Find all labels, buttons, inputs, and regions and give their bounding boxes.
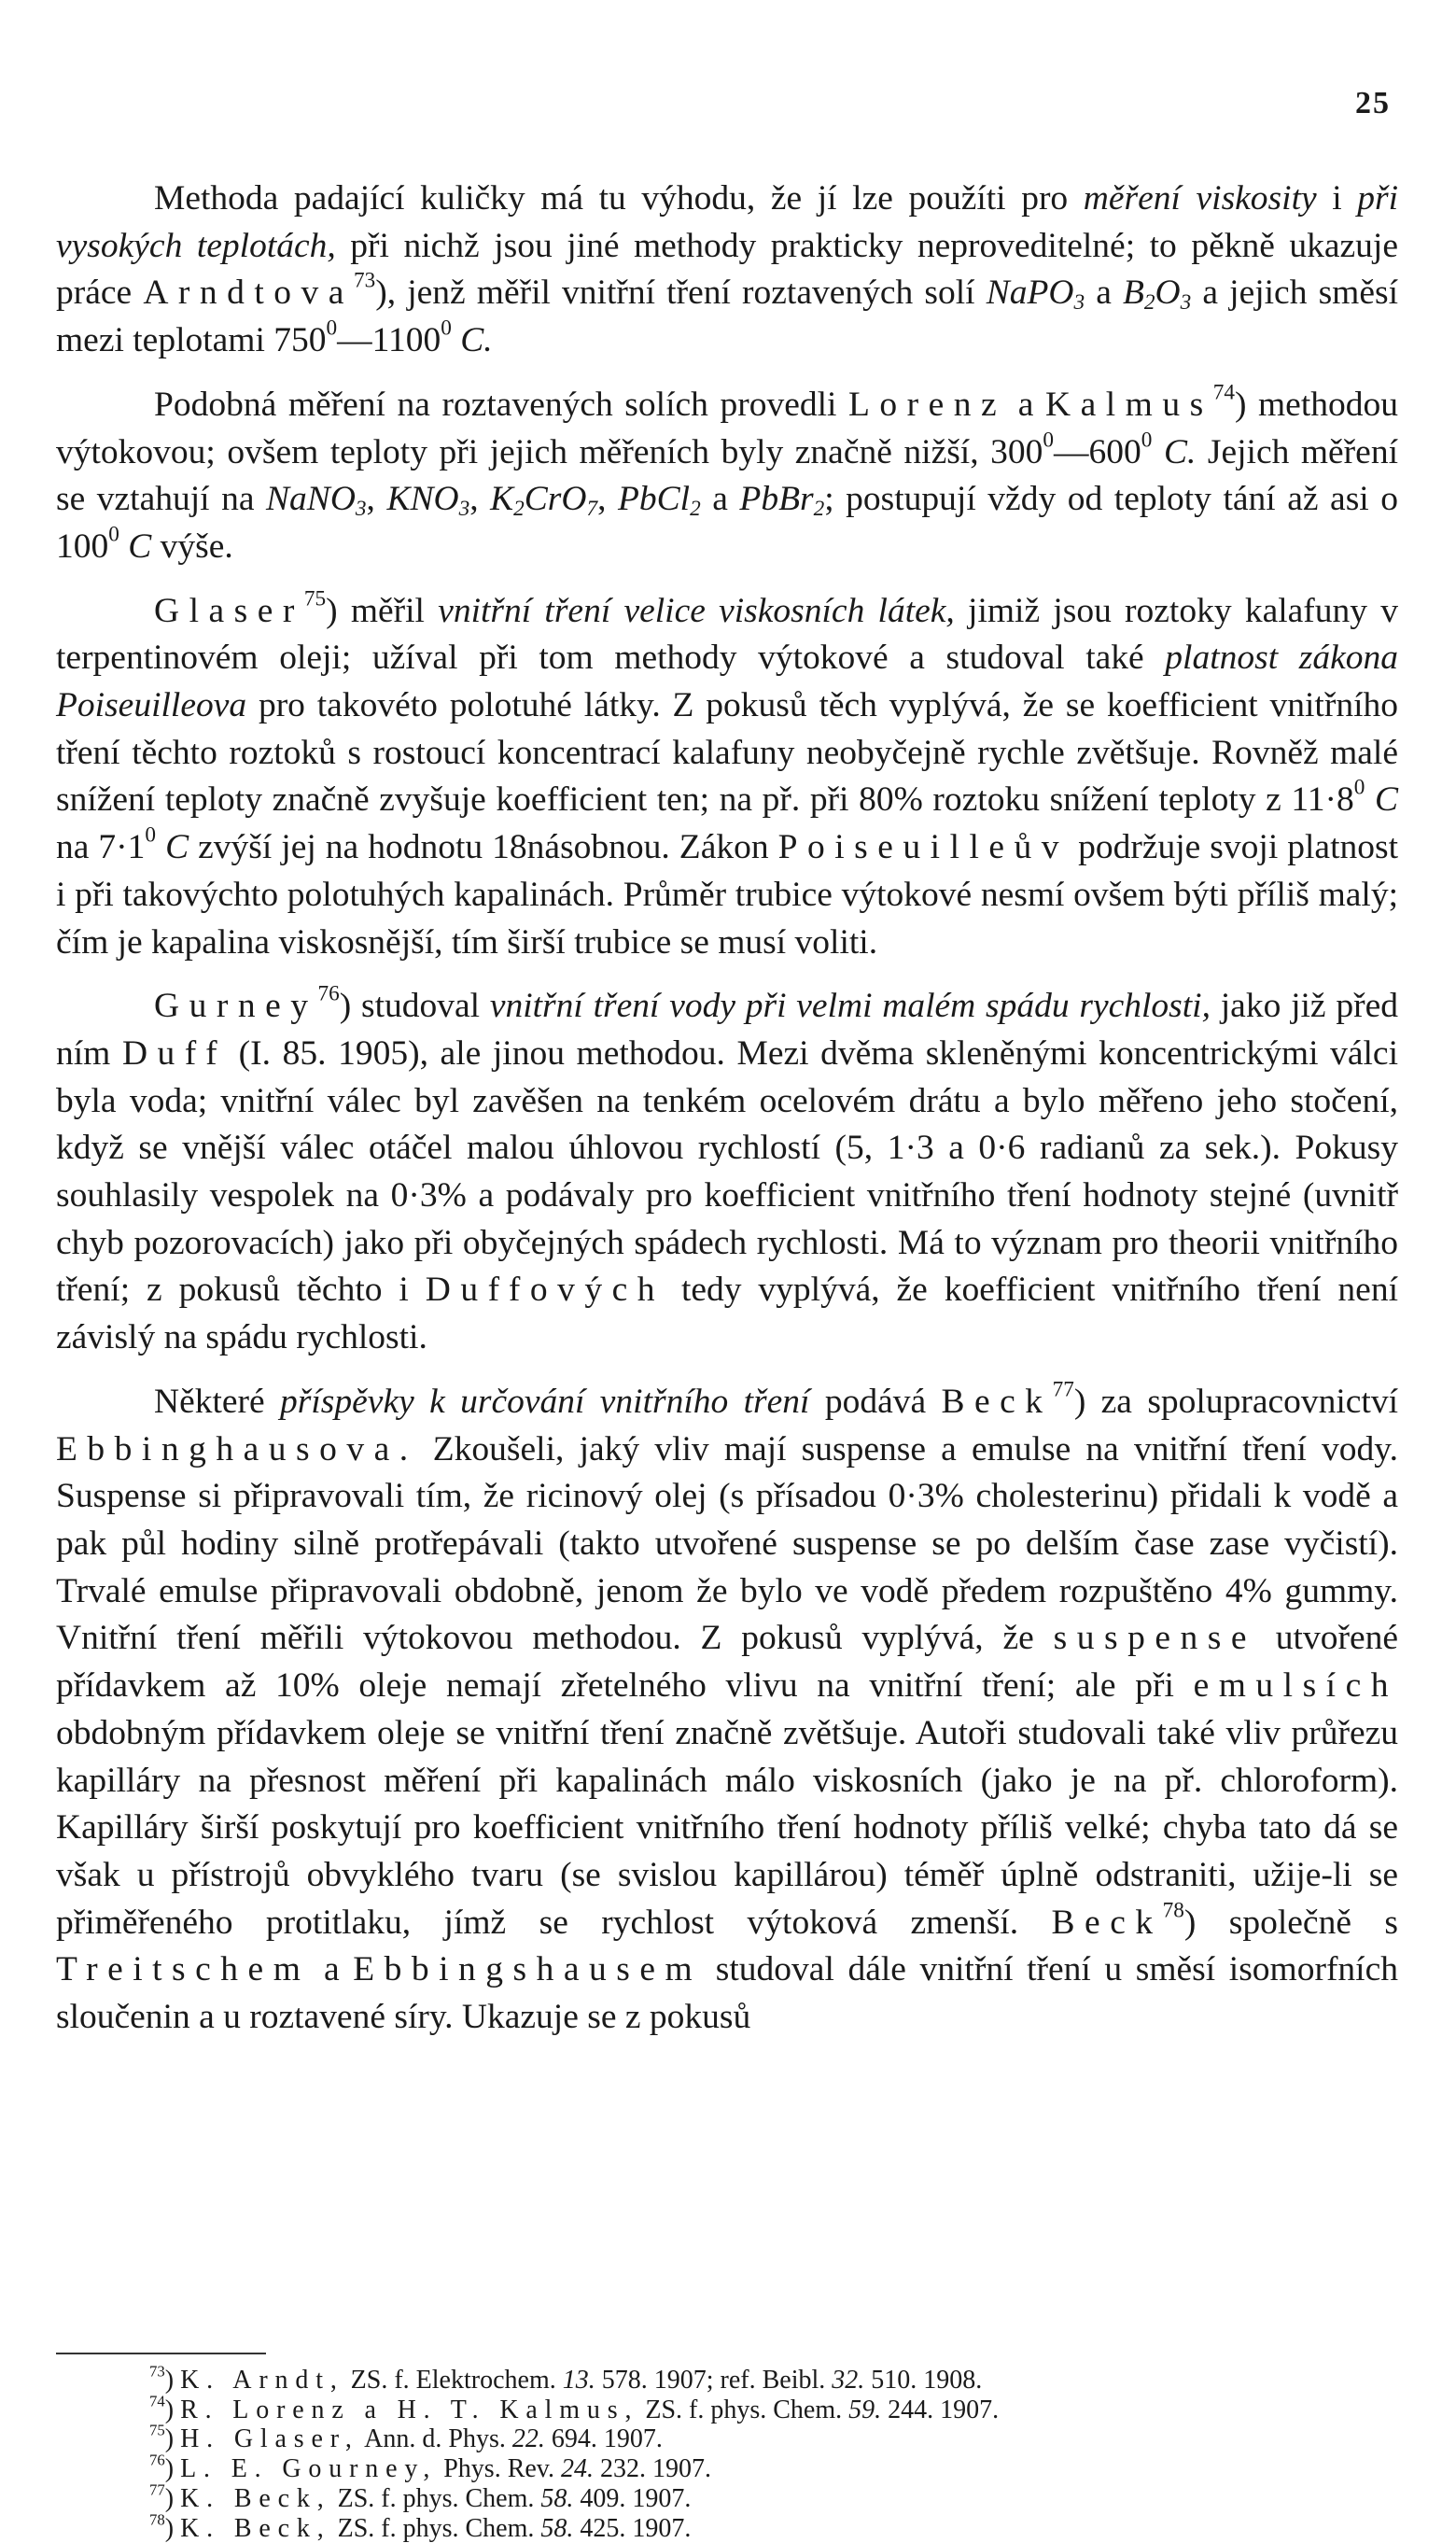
text-run: —600 bbox=[1054, 432, 1141, 471]
text-run: podává bbox=[809, 1382, 942, 1421]
text-run: Methoda padající kuličky má tu výhodu, že jí lze použíti pro bbox=[154, 179, 1084, 218]
spaced-name: Beck bbox=[941, 1382, 1053, 1421]
formula bbox=[1122, 274, 1192, 316]
degree-mark: 0 bbox=[1353, 776, 1365, 800]
text-run: Zkoušeli, jaký vliv mají suspense a emulse na vnitřní tření vody. Suspense si připravovali tím, že ricinový olej (s přísadou 0·3% cholesterinu) přidali k vodě a pak půl hodiny silně protřepávali (takto utvořené suspense se po delším čase zase vyčistí). Trvalé emulse připravovali obdobně, jenom že bylo ve vodě předem rozpuštěno 4% gummy. Vnitřní tření měřili výtokovou methodou. Z pokusů vyplývá, že bbox=[56, 1429, 1398, 1658]
footnote-author: R. Lorenz a H. T. Kalmus, bbox=[180, 2395, 639, 2424]
degree-mark: 0 bbox=[1043, 428, 1055, 453]
emphasis: C. bbox=[1163, 432, 1197, 471]
text-run: tedy vyplývá, že koefficient vnitřního tření není závislý na spádu rychlosti. bbox=[56, 1271, 1398, 1357]
page-number: 25 bbox=[1355, 86, 1391, 120]
spaced-name: Treitschem bbox=[56, 1950, 311, 1989]
degree-mark: 0 bbox=[441, 316, 452, 341]
footnote-pages: 510. 1908. bbox=[864, 2366, 983, 2395]
footnote-ref: 77 bbox=[1052, 1377, 1074, 1402]
footnote: $^{74}$) R. Lorenz a H. T. Kalmus, ZS. f. phys. Chem. 59. 244. 1907. bbox=[149, 2392, 1000, 2424]
footnotes bbox=[149, 2362, 1400, 2543]
text-run: , bbox=[469, 480, 491, 519]
formula bbox=[986, 274, 1085, 316]
footnote-volume: 58. bbox=[540, 2513, 574, 2543]
footnote-separator bbox=[56, 2353, 266, 2354]
text-run: ) studoval bbox=[339, 987, 490, 1026]
footnote-number: 74 bbox=[149, 2392, 165, 2410]
footnote-author: L. E. Gourney, bbox=[180, 2454, 438, 2484]
footnote-volume: 22. bbox=[511, 2424, 545, 2454]
footnote: $^{76}$) L. E. Gourney, Phys. Rev. 24. 232. 1907. bbox=[149, 2451, 711, 2484]
footnote: $^{73}$) K. Arndt, ZS. f. Elektrochem. 13. 578. 1907; ref. Beibl. 32. 510. 1908. bbox=[149, 2362, 983, 2395]
paragraph-glaser bbox=[56, 588, 1398, 967]
text-run: ; postupují vždy od teploty tání až asi o 100 bbox=[56, 480, 1399, 566]
emphasis: vnitřní tření vody při velmi malém spádu rychlosti, bbox=[489, 987, 1211, 1026]
footnote-volume: 13. bbox=[562, 2366, 595, 2395]
footnote-author: K. Beck, bbox=[180, 2483, 331, 2513]
footnote-number: 77 bbox=[149, 2480, 165, 2499]
formula-part: PbBr bbox=[739, 480, 814, 519]
emphasis: C bbox=[165, 828, 189, 867]
text-run: a jejich směsí mezi teplotami 750 bbox=[56, 274, 1398, 360]
text-run: , bbox=[366, 480, 387, 519]
text-run: ), jenž měřil vnitřní tření roztavených solí bbox=[375, 274, 987, 313]
footnote-ref: 78 bbox=[1162, 1898, 1184, 1923]
footnote-ref: 76 bbox=[317, 981, 340, 1006]
emphasis: příspěvky k určování vnitřního tření bbox=[280, 1382, 810, 1421]
footnote-author: K. Arndt, bbox=[180, 2366, 344, 2395]
text-run: studoval dále vnitřní tření u směsí isomorfních sloučenin a u roztavené síry. Ukazuje se z pokusů bbox=[56, 1950, 1398, 2037]
formula-part: KNO bbox=[386, 480, 459, 519]
spaced-name: emulsích bbox=[1193, 1666, 1398, 1706]
subscript: 3 bbox=[1073, 290, 1085, 316]
text-run: jako již před ním bbox=[56, 987, 1398, 1073]
paragraph-gurney bbox=[56, 983, 1398, 1362]
footnote-number: 76 bbox=[149, 2451, 165, 2469]
degree-mark: 0 bbox=[108, 522, 119, 547]
emphasis: C bbox=[1375, 780, 1399, 820]
formula bbox=[266, 480, 367, 522]
text-run: Jejich měření se vztahují na bbox=[56, 432, 1398, 519]
emphasis: C. bbox=[460, 321, 493, 360]
footnote-source: Phys. Rev. bbox=[443, 2454, 561, 2484]
formula-part: PbCl bbox=[617, 480, 691, 519]
degree-mark: 0 bbox=[326, 316, 338, 341]
footnote-volume: 32. bbox=[832, 2366, 865, 2395]
paragraph-beck bbox=[56, 1379, 1398, 2042]
formula-part: NaNO bbox=[266, 480, 356, 519]
footnote-ref: 74 bbox=[1212, 380, 1235, 405]
text-run: podržuje svoji platnost i při takovýchto polotuhých kapalinách. Průměr trubice výtokové nesmí ovšem býti příliš malý; čím je kapalina viskosnější, tím širší trubice se musí voliti. bbox=[56, 828, 1399, 962]
text-run: ) methodou výtokovou; ovšem teploty při jejich měřeních byly značně nižší, 300 bbox=[56, 385, 1398, 471]
spaced-name: Duffových bbox=[425, 1271, 665, 1310]
emphasis: při vysokých teplotách, bbox=[56, 179, 1399, 265]
text-run: na 7·1 bbox=[56, 828, 146, 867]
formula-part: CrO bbox=[524, 480, 587, 519]
text-run: pro takovéto polotuhé látky. Z pokusů těch vyplývá, že se koefficient vnitřního tření těchto roztoků s rostoucí koncentrací kalafuny neobyčejně rychle zvětšuje. Rovněž malé snížení teploty značně zvyšuje koefficient ten; na př. při 80% roztoku snížení teploty z 11·8 bbox=[56, 686, 1398, 820]
emphasis: platnost zákona Poiseuilleova bbox=[56, 639, 1398, 725]
footnote-number: 73 bbox=[149, 2362, 165, 2381]
spaced-name: Kalmus bbox=[1045, 385, 1213, 424]
subscript: 3 bbox=[1180, 290, 1192, 316]
spaced-name: Lorenz bbox=[848, 385, 1007, 424]
formula bbox=[739, 480, 825, 522]
subscript: 2 bbox=[813, 497, 825, 522]
text-run: , bbox=[597, 480, 618, 519]
body-text bbox=[56, 176, 1398, 2042]
footnote-source: ZS. f. Elektrochem. bbox=[350, 2366, 563, 2395]
spaced-name: Glaser bbox=[154, 591, 304, 630]
text-run: obdobným přídavkem oleje se vnitřní tření značně zvětšuje. Autoři studovali také vliv průřezu kapilláry na přesnost měření při kapalinách málo viskosních (jako je na př. chloroform). Kapilláry širší poskytují pro koefficient vnitřního tření hodnoty příliš velké; chyba tato dá se však u přístrojů obvyklého tvaru (se svislou kapillárou) téměř úplně odstraniti, užije-li se přiměřeného protitlaku, jímž se rychlost výtoková zmenší. bbox=[56, 1713, 1398, 1942]
text-run: a bbox=[1085, 274, 1123, 313]
text-run: ) společně s bbox=[1183, 1903, 1398, 1942]
formula-part: O bbox=[1155, 274, 1181, 313]
text-run: ) měřil bbox=[326, 591, 439, 630]
footnote-source: Ann. d. Phys. bbox=[364, 2424, 512, 2454]
footnote-number: 75 bbox=[149, 2421, 165, 2439]
text-run: utvořené přídavkem až 10% oleje nemají zřetelného vlivu na vnitřní tření; ale při bbox=[56, 1619, 1398, 1706]
subscript: 2 bbox=[1143, 290, 1155, 316]
footnote-number: 78 bbox=[149, 2509, 165, 2528]
formula bbox=[617, 480, 701, 522]
formula bbox=[386, 480, 470, 522]
text-run: a bbox=[700, 480, 740, 519]
text-run: —1100 bbox=[337, 321, 441, 360]
subscript: 2 bbox=[690, 497, 701, 522]
text-run: Podobná měření na roztavených solích provedli bbox=[154, 385, 849, 424]
spaced-name: Poiseuilleův bbox=[777, 828, 1070, 867]
text-run: (I. 85. 1905), ale jinou methodou. Mezi dvěma skleněnými koncentrickými válci byla voda; vnitřní válec byl zavěšen na tenkém ocelovém drátu a bylo měřeno jeho stočení, když se vnější válec otáčel malou úhlovou rychlostí (5, 1·3 a 0·6 radianů za sek.). Pokusy souhlasily vespolek na 0·3% a podávaly pro koefficient vnitřního tření hodnoty stejné (uvnitř chyb pozorovacích) jako při obyčejných spádech rychlosti. Má to význam pro theorii vnitřního tření; z pokusů těchto i bbox=[56, 1033, 1398, 1310]
emphasis: měření viskosity bbox=[1083, 179, 1317, 218]
spaced-name: Duff bbox=[121, 1033, 228, 1073]
spaced-name: Beck bbox=[1051, 1903, 1163, 1942]
text-run bbox=[156, 828, 165, 866]
footnote-author: K. Beck, bbox=[180, 2513, 331, 2543]
degree-mark: 0 bbox=[1141, 428, 1153, 453]
emphasis: C bbox=[128, 527, 152, 566]
text-run: i bbox=[1316, 179, 1358, 218]
subscript: 3 bbox=[355, 497, 367, 522]
spaced-name: Ebbinghausova. bbox=[56, 1429, 418, 1468]
formula-part: B bbox=[1122, 274, 1144, 313]
text-run: a bbox=[310, 1950, 354, 1989]
spaced-name: suspense bbox=[1053, 1619, 1256, 1658]
footnote-pages: 409. 1907. bbox=[573, 2483, 692, 2513]
spaced-name: Ebbingshausem bbox=[353, 1950, 703, 1989]
formula-part: K bbox=[490, 480, 514, 519]
footnote: $^{78}$) K. Beck, ZS. f. phys. Chem. 58. 425. 1907. bbox=[149, 2509, 692, 2543]
paragraph-falling-ball bbox=[56, 176, 1398, 365]
footnote-volume: 59. bbox=[848, 2395, 882, 2424]
text-run: ) za spolupracovnictví bbox=[1073, 1382, 1399, 1421]
subscript: 3 bbox=[458, 497, 470, 522]
text-run: výše. bbox=[151, 527, 233, 566]
emphasis: vnitřní tření velice viskosních látek, bbox=[438, 591, 955, 630]
text-run: zvýší jej na hodnotu 18násobnou. Zákon bbox=[189, 828, 778, 867]
footnote-source: ZS. f. phys. Chem. bbox=[337, 2483, 541, 2513]
footnote-pages: 232. 1907. bbox=[594, 2454, 711, 2484]
text-run: jimiž jsou roztoky kalafuny v terpentinovém oleji; užíval při tom methody výtokové a studoval také bbox=[56, 591, 1398, 678]
text-run: a bbox=[1006, 385, 1046, 424]
text-run: při nichž jsou jiné methody prakticky neproveditelné; to pěkně ukazuje práce bbox=[56, 226, 1398, 313]
formula bbox=[490, 480, 598, 522]
footnote-author: H. Glaser, bbox=[180, 2424, 359, 2454]
subscript: 7 bbox=[586, 497, 598, 522]
formula-part: NaPO bbox=[986, 274, 1074, 313]
spaced-name: Gurney bbox=[154, 987, 318, 1026]
footnote: $^{75}$) H. Glaser, Ann. d. Phys. 22. 694. 1907. bbox=[149, 2421, 663, 2454]
footnote-source: ZS. f. phys. Chem. bbox=[337, 2513, 541, 2543]
text-run bbox=[1152, 433, 1164, 471]
footnote-volume: 58. bbox=[540, 2483, 574, 2513]
text-run bbox=[452, 321, 460, 359]
footnote-source: ZS. f. phys. Chem. bbox=[645, 2395, 849, 2424]
paragraph-lorenz-kalmus bbox=[56, 382, 1398, 571]
footnote-pages: 694. 1907. bbox=[544, 2424, 663, 2454]
footnote: $^{77}$) K. Beck, ZS. f. phys. Chem. 58. 409. 1907. bbox=[149, 2480, 692, 2513]
subscript: 2 bbox=[513, 497, 525, 522]
footnote-pages: 425. 1907. bbox=[573, 2513, 692, 2543]
footnote-pages: 578. 1907; ref. Beibl. bbox=[595, 2366, 833, 2395]
text-run: Některé bbox=[154, 1382, 281, 1421]
spaced-name: Arndtova bbox=[143, 274, 354, 313]
footnote-pages: 244. 1907. bbox=[881, 2395, 1000, 2424]
text-run bbox=[1365, 780, 1375, 819]
footnote-ref: 73 bbox=[353, 268, 376, 293]
footnote-ref: 75 bbox=[303, 586, 327, 611]
degree-mark: 0 bbox=[145, 822, 157, 848]
footnote-volume: 24. bbox=[561, 2454, 594, 2484]
text-run bbox=[119, 527, 128, 566]
